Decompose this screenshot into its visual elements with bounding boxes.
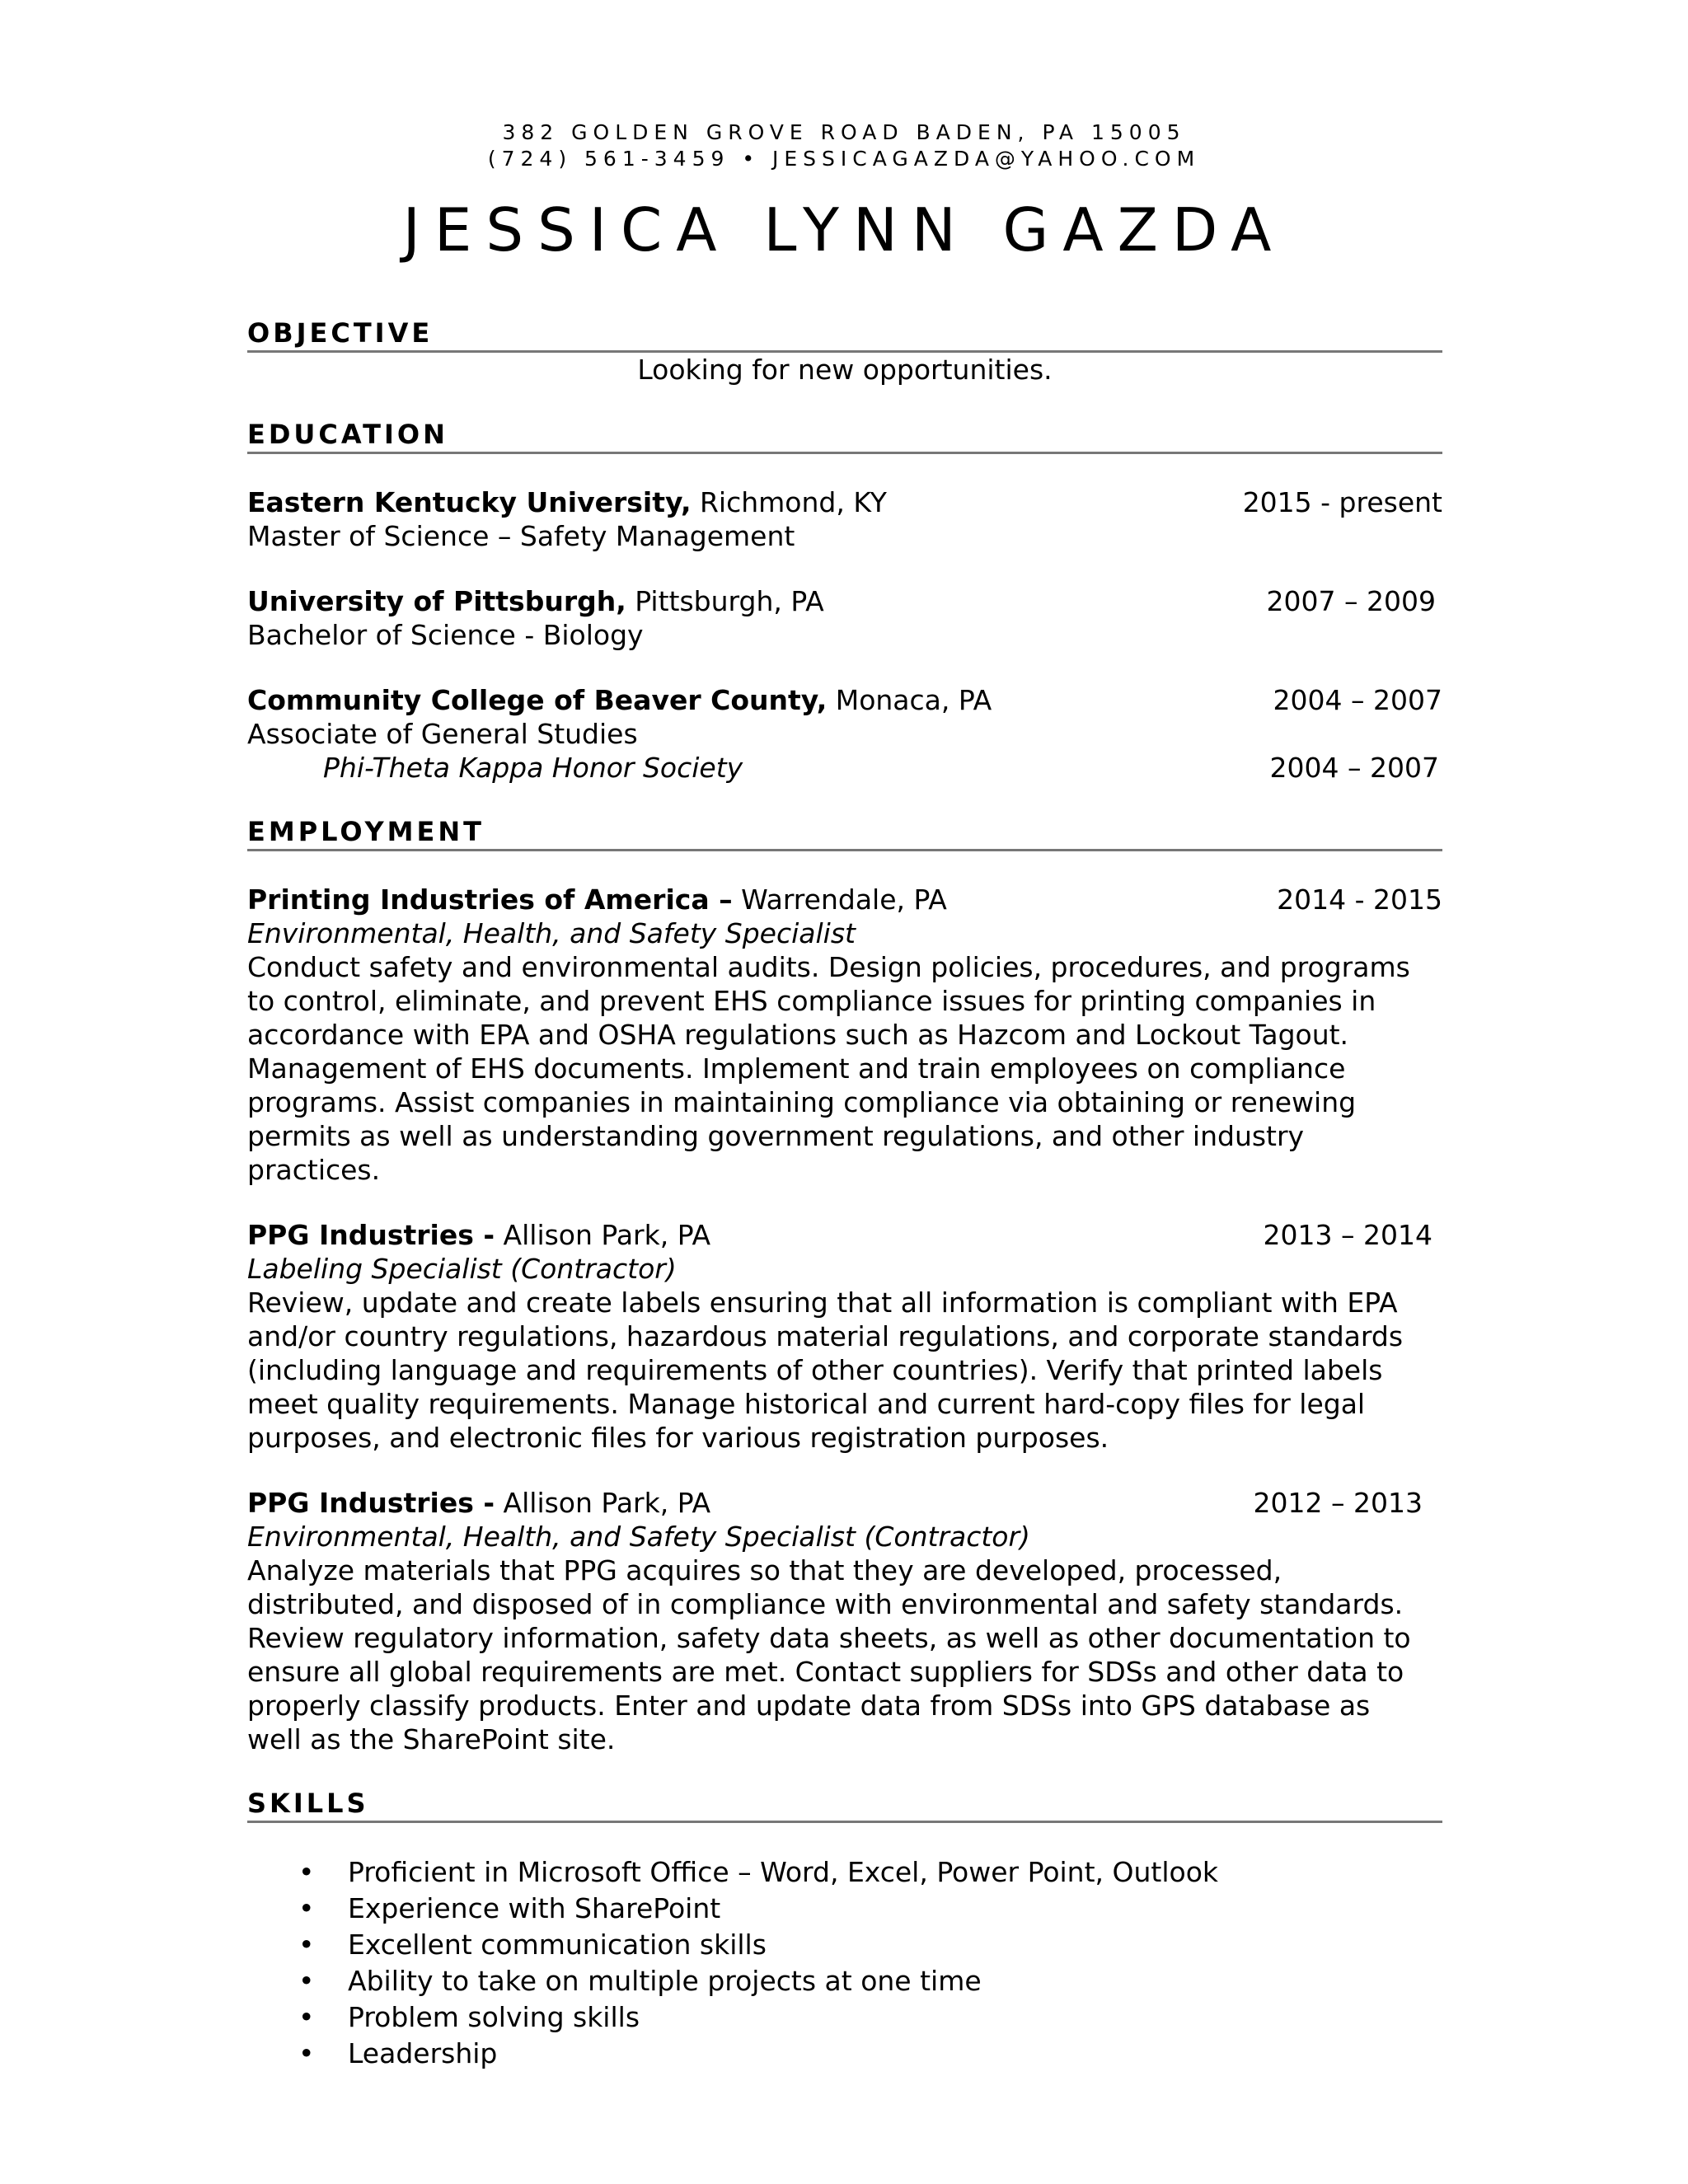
bullet-icon: • xyxy=(298,1929,315,1961)
skills-list xyxy=(247,1854,1442,2072)
skill-item xyxy=(247,1854,1442,1891)
bullet-icon: • xyxy=(298,2037,315,2069)
company-location: Warrendale, PA xyxy=(732,883,947,916)
education-heading: EDUCATION xyxy=(247,419,1442,454)
description-line: properly classify products. Enter and update data from SDSs into GPS database as xyxy=(247,1690,1371,1722)
resume-body xyxy=(247,317,1442,2072)
school-location: Richmond, KY xyxy=(691,486,887,518)
school-name: Eastern Kentucky University, xyxy=(247,486,692,518)
company-location: Allison Park, PA xyxy=(495,1487,711,1519)
skill-text: Ability to take on multiple projects at one time xyxy=(348,1965,982,1997)
degree: Associate of General Studies xyxy=(247,718,638,750)
address-line: 382 GOLDEN GROVE ROAD BADEN, PA 15005 xyxy=(502,120,1186,144)
skill-item xyxy=(247,1891,1442,1927)
job-title: Environmental, Health, and Safety Specialist (Contractor) xyxy=(247,1521,1030,1553)
company-name: PPG Industries - xyxy=(247,1219,495,1251)
education-entry xyxy=(247,485,1442,553)
job-entry xyxy=(247,1218,1442,1455)
job-description xyxy=(247,1286,1442,1455)
description-line: Analyze materials that PPG acquires so that they are developed, processed, xyxy=(247,1554,1282,1586)
degree: Master of Science – Safety Management xyxy=(247,520,795,552)
skill-text: Proficient in Microsoft Office – Word, Excel, Power Point, Outlook xyxy=(348,1856,1218,1888)
honor-dates: 2004 – 2007 xyxy=(1269,752,1439,784)
description-line: (including language and requirements of other countries). Verify that printed labels xyxy=(247,1354,1383,1386)
objective-text: Looking for new opportunities. xyxy=(637,354,1053,386)
skill-item xyxy=(247,2036,1442,2072)
description-line: Review, update and create labels ensuring that all information is compliant with EPA xyxy=(247,1286,1398,1319)
job-title: Labeling Specialist (Contractor) xyxy=(247,1253,677,1285)
job-title: Environmental, Health, and Safety Specialist xyxy=(247,917,856,949)
bullet-icon: • xyxy=(298,1892,315,1924)
bullet-icon: • xyxy=(298,1965,315,1997)
description-line: practices. xyxy=(247,1154,381,1186)
education-dates: 2015 - present xyxy=(1242,486,1442,518)
job-description xyxy=(247,950,1442,1187)
skill-text: Leadership xyxy=(348,2037,498,2069)
skill-item xyxy=(247,1927,1442,1963)
description-line: Management of EHS documents. Implement and train employees on compliance xyxy=(247,1052,1346,1085)
job-dates: 2012 – 2013 xyxy=(1253,1487,1423,1519)
job-entry xyxy=(247,883,1442,1187)
education-dates: 2007 – 2009 xyxy=(1266,585,1436,617)
objective-heading: OBJECTIVE xyxy=(247,317,1442,353)
bullet-icon: • xyxy=(298,1856,315,1888)
job-dates: 2013 – 2014 xyxy=(1263,1219,1432,1251)
job-dates: 2014 - 2015 xyxy=(1277,883,1442,916)
description-line: to control, eliminate, and prevent EHS compliance issues for printing companies in xyxy=(247,985,1376,1017)
description-line: Review regulatory information, safety data sheets, as well as other documentation to xyxy=(247,1622,1411,1654)
skill-item xyxy=(247,1999,1442,2036)
description-line: distributed, and disposed of in compliance with environmental and safety standards. xyxy=(247,1588,1404,1620)
skill-text: Excellent communication skills xyxy=(348,1929,767,1961)
description-line: ensure all global requirements are met. Contact suppliers for SDSs and other data to xyxy=(247,1656,1404,1688)
candidate-name: JESSICA LYNN GAZDA xyxy=(402,195,1286,265)
bullet-icon: • xyxy=(298,2001,315,2033)
job-description xyxy=(247,1554,1442,1756)
education-entry xyxy=(247,683,1442,785)
honor-society: Phi-Theta Kappa Honor Society xyxy=(323,752,743,784)
school-name: Community College of Beaver County, xyxy=(247,684,828,716)
employment-heading: EMPLOYMENT xyxy=(247,816,1442,851)
description-line: well as the SharePoint site. xyxy=(247,1723,616,1755)
description-line: permits as well as understanding government regulations, and other industry xyxy=(247,1120,1305,1152)
description-line: programs. Assist companies in maintaining compliance via obtaining or renewing xyxy=(247,1086,1357,1118)
company-name: Printing Industries of America – xyxy=(247,883,733,916)
description-line: Conduct safety and environmental audits. Design policies, procedures, and programs xyxy=(247,951,1410,983)
resume-header xyxy=(0,120,1688,267)
description-line: and/or country regulations, hazardous material regulations, and corporate standards xyxy=(247,1320,1404,1352)
skill-text: Experience with SharePoint xyxy=(348,1892,721,1924)
school-location: Pittsburgh, PA xyxy=(626,585,824,617)
education-entry xyxy=(247,584,1442,652)
company-name: PPG Industries - xyxy=(247,1487,495,1519)
school-location: Monaca, PA xyxy=(827,684,992,716)
description-line: accordance with EPA and OSHA regulations such as Hazcom and Lockout Tagout. xyxy=(247,1019,1349,1051)
skill-item xyxy=(247,1963,1442,1999)
skill-text: Problem solving skills xyxy=(348,2001,640,2033)
description-line: meet quality requirements. Manage historical and current hard-copy files for legal xyxy=(247,1388,1366,1420)
school-name: University of Pittsburgh, xyxy=(247,585,626,617)
description-line: purposes, and electronic files for various registration purposes. xyxy=(247,1422,1109,1454)
skills-heading: SKILLS xyxy=(247,1788,1442,1823)
job-entry xyxy=(247,1486,1442,1756)
company-location: Allison Park, PA xyxy=(495,1219,711,1251)
contact-line: (724) 561-3459 • JESSICAGAZDA@YAHOO.COM xyxy=(487,147,1201,171)
education-dates: 2004 – 2007 xyxy=(1273,684,1442,716)
degree: Bachelor of Science - Biology xyxy=(247,619,644,651)
